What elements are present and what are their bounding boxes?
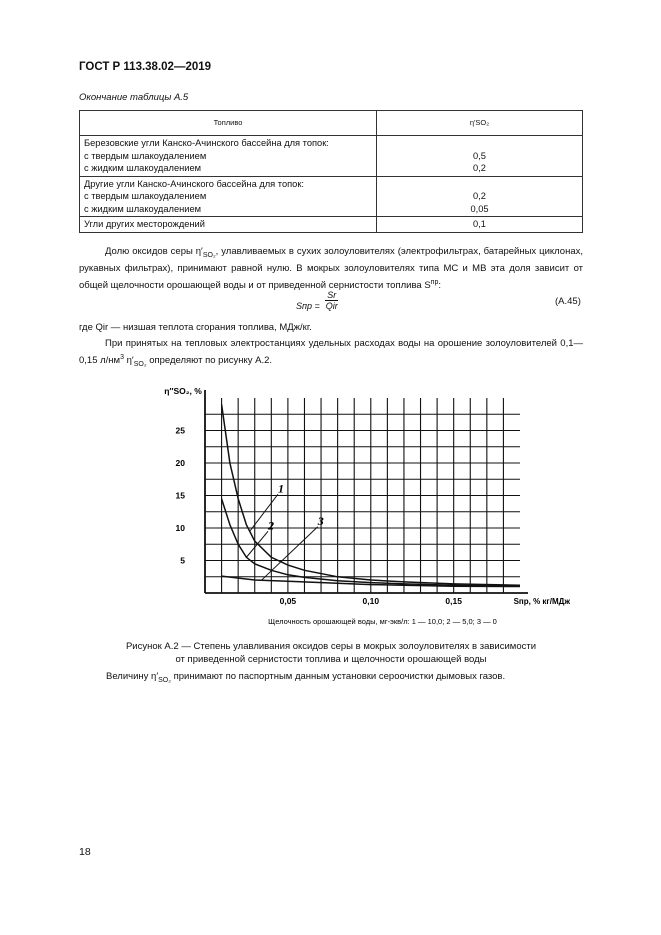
- where-clause: где Qir — низшая теплота сгорания топлива, МДж/кг.: [79, 322, 312, 333]
- cell-value: 0,2: [473, 163, 486, 173]
- x-tick-label: 0,15: [445, 596, 462, 606]
- y-tick-label: 20: [175, 458, 185, 468]
- figure-chart: [150, 378, 570, 633]
- cell-text: с твердым шлакоудалением: [84, 150, 207, 161]
- chart-labels: [164, 386, 570, 626]
- cell-value: 0,1: [473, 219, 486, 229]
- x-axis-label: Sпр, % кг/МДж: [513, 597, 570, 606]
- curve-label-2: 2: [268, 518, 274, 533]
- curve-label-3: 3: [317, 513, 324, 528]
- cell-text: с жидким шлакоудалением: [84, 163, 202, 173]
- table-caption: Окончание таблицы А.5: [79, 92, 189, 103]
- cell-value: 0,05: [470, 203, 489, 214]
- leader-line-3: [261, 527, 317, 581]
- figure-caption: [79, 640, 583, 666]
- formula-lhs: Sпр =: [296, 300, 320, 311]
- y-tick-label: 25: [175, 425, 185, 436]
- col-fuel-header: Топливо: [80, 111, 377, 136]
- document-header: ГОСТ Р 113.38.02—2019: [79, 61, 212, 73]
- cell-text: Угли других месторождений: [84, 219, 205, 229]
- cell-text: с твердым шлакоудалением: [84, 191, 207, 201]
- cell-text: Березовские угли Канско-Ачинского бассейна для топок:: [84, 138, 329, 148]
- col-eta-header: η′SO₂: [377, 111, 583, 136]
- x-tick-label: 0,10: [362, 596, 380, 606]
- figure-caption-line-1: Рисунок А.2 — Степень улавливания оксидов серы в мокрых золоуловителях в зависимости: [125, 641, 537, 652]
- paragraph-2: При принятых на тепловых электростанциях удельных расходах воды на орошение золоуловителей 0,1—0,15 $л/нм^3$ $\eta'_{SO_2}$ определяют по рисунку А.2.: [79, 338, 583, 368]
- page-number: 18: [79, 846, 91, 858]
- formula-numerator: Sr: [327, 290, 337, 300]
- table-row: [80, 176, 583, 217]
- cell-text: с жидким шлакоудалением: [84, 203, 202, 214]
- cell-value: 0,5: [473, 150, 486, 161]
- alkalinity-note: Щелочность орошающей воды, мг-экв/л: 1 — 10,0; 2 — 5,0; 3 — 0: [268, 617, 497, 626]
- y-tick-label: 15: [175, 490, 185, 501]
- table-row: [80, 217, 583, 233]
- x-tick-label: 0,05: [279, 596, 297, 606]
- cell-text: Другие угли Канско-Ачинского бассейна для топок:: [84, 178, 304, 189]
- equation-number: (А.45): [555, 296, 581, 307]
- y-tick-label: 5: [180, 555, 185, 566]
- fuel-table: [79, 110, 583, 233]
- curve-label-1: 1: [277, 481, 284, 496]
- formula-denominator: Qir: [325, 301, 338, 311]
- paragraph-1: Долю оксидов серы $\eta'_{SO_2}$, улавливаемых в сухих золоуловителях (электрофильтрах, батарейных циклонах, рукавных фильтрах), принимают равной нулю. В мокрых золоуловителях типа МС и МВ эта доля зависит от общей щелочности орошающей воды и от приведенной сернистости топлива $S^{пр}$:: [79, 246, 583, 292]
- table-header-row: [80, 111, 583, 136]
- y-tick-label: 10: [175, 523, 185, 533]
- cell-value: 0,2: [473, 191, 486, 201]
- y-axis-label: η″SO₂, %: [164, 386, 202, 396]
- table-row: [80, 136, 583, 177]
- figure-caption-line-2: от приведенной сернистости топлива и щелочности орошающей воды: [175, 654, 487, 665]
- formula: [296, 290, 338, 311]
- paragraph-3: Величину $\eta'_{SO_2}$ принимают по паспортным данным установки сероочистки дымовых газов.: [106, 671, 506, 684]
